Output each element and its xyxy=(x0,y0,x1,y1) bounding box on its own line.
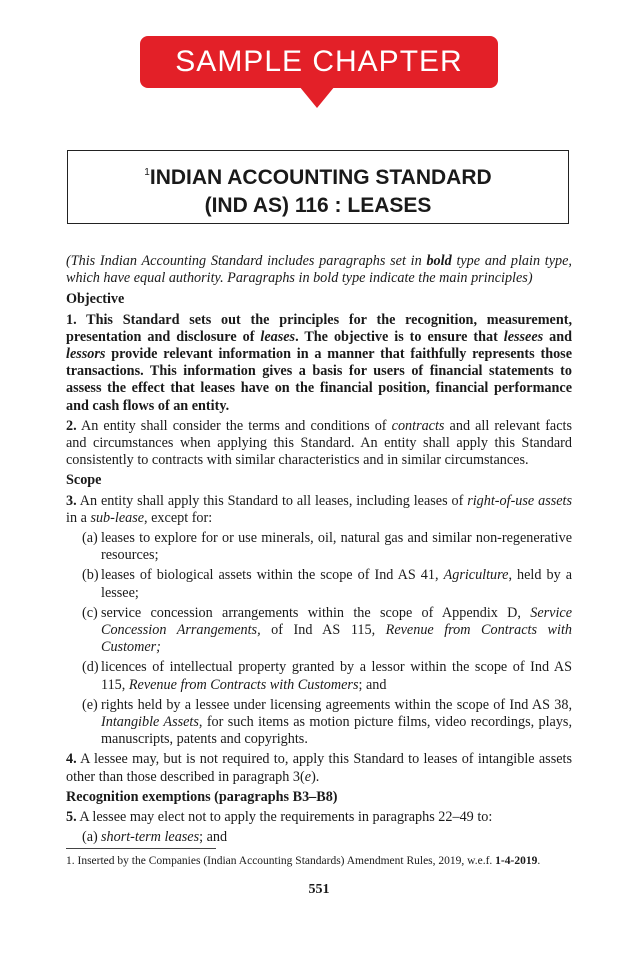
paragraph-4: 4. A lessee may, but is not required to, apply this Standard to leases of intangible assets other than those described in paragraph 3(e). xyxy=(66,751,572,785)
page-number: 551 xyxy=(308,882,330,897)
title-line-2: (IND AS) 116 : LEASES xyxy=(204,194,432,217)
paragraph-2: 2. An entity shall consider the terms and conditions of contracts and all relevant facts and circumstances when applying this Standard. An entity shall apply this Standard consistently to contracts with similar characteristics and in similar circumstances. xyxy=(66,417,572,469)
footnote-divider xyxy=(66,848,216,849)
title-line-1-text: INDIAN ACCOUNTING STANDARD xyxy=(149,166,492,189)
heading-recognition-exemptions: Recognition exemptions (paragraphs B3–B8) xyxy=(66,788,338,805)
list-item-5a: (a) short-term leases; and xyxy=(82,829,228,846)
title-line-1 xyxy=(68,159,568,192)
banner-pointer xyxy=(299,86,335,108)
standard-title-box xyxy=(67,150,569,224)
list-item-3e: (e) rights held by a lessee under licensing agreements within the scope of Ind AS 38, Intangible Assets, for such items as motion picture films, video recordings, plays, manuscripts, patents and copyrights. xyxy=(82,696,572,748)
paragraph-1: 1. This Standard sets out the principles for the recognition, measurement, presentation and disclosure of leases. The objective is to ensure that lessees and lessors provide relevant information in a manner that faithfully represents those transactions. This information gives a basis for users of financial statements to assess the effect that leases have on the financial position, financial performance and cash flows of an entity. xyxy=(66,311,573,414)
heading-scope: Scope xyxy=(66,472,102,489)
banner-label: SAMPLE CHAPTER xyxy=(175,45,463,78)
list-item-3a: (a) leases to explore for or use minerals, oil, natural gas and similar non-regenerative resources; xyxy=(82,530,572,564)
footnote: 1. Inserted by the Companies (Indian Accounting Standards) Amendment Rules, 2019, w.e.f. 1-4-2019. xyxy=(66,855,541,867)
title-footnote-ref: 1 xyxy=(144,167,150,178)
paragraph-3: 3. An entity shall apply this Standard to all leases, including leases of right-of-use assets in a sub-lease, except for: xyxy=(66,492,572,526)
paragraph-5: 5. A lessee may elect not to apply the requirements in paragraphs 22–49 to: xyxy=(66,809,493,826)
list-item-3c: (c) service concession arrangements within the scope of Appendix D, Service Concession Arrangements, of Ind AS 115, Revenue from Contracts with Customer; xyxy=(82,604,572,656)
intro-note: (This Indian Accounting Standard includes paragraphs set in bold type and plain type, which have equal authority. Paragraphs in bold type indicate the main principles) xyxy=(66,253,572,287)
sample-chapter-banner xyxy=(140,36,498,88)
list-item-3d: (d) licences of intellectual property granted by a lessor within the scope of Ind AS 115, Revenue from Contracts with Customers; and xyxy=(82,659,572,693)
heading-objective: Objective xyxy=(66,291,125,308)
page-body xyxy=(66,253,572,850)
list-item-3b: (b) leases of biological assets within the scope of Ind AS 41, Agriculture, held by a lessee; xyxy=(82,567,572,601)
